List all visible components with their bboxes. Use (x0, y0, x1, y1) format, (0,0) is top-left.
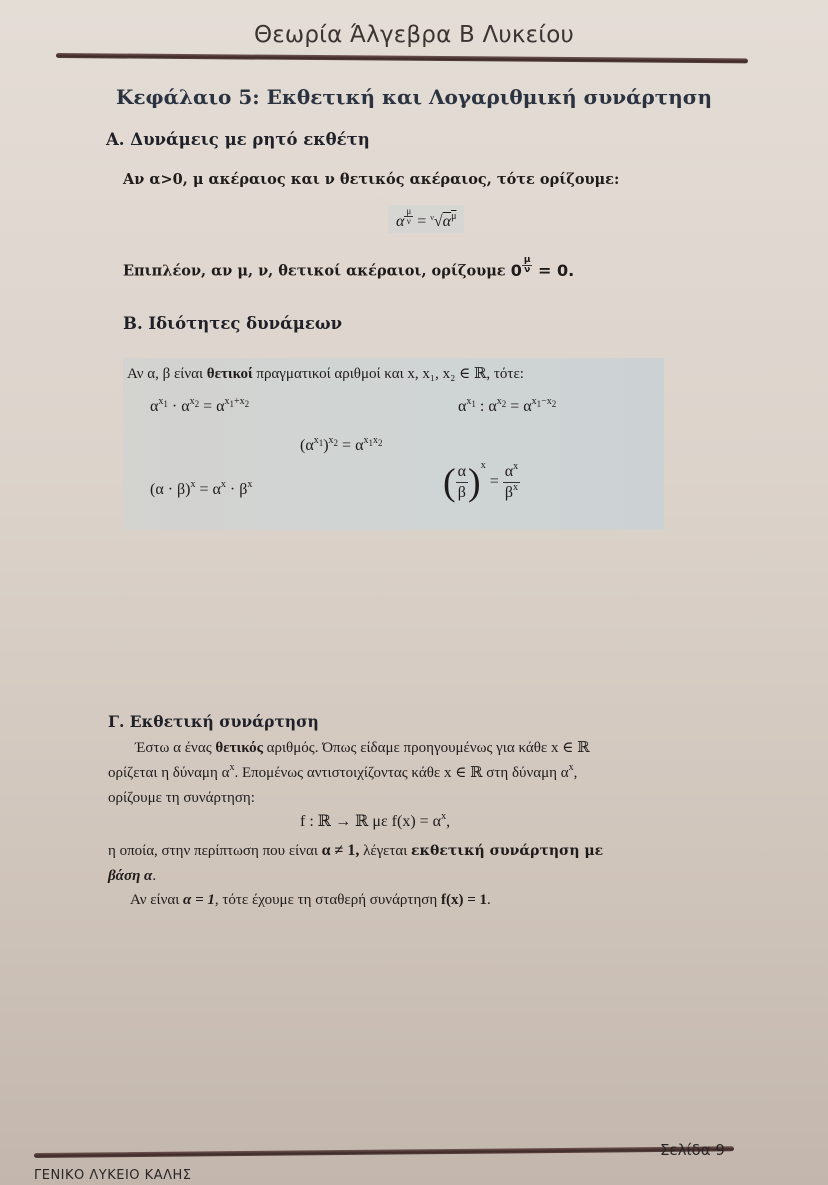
p5-end: . (152, 868, 157, 884)
p1-bold: θετικός (215, 740, 263, 756)
p6-mid: , τότε έχουμε τη σταθερή συνάρτηση (214, 892, 438, 908)
section-a-extra (123, 256, 574, 284)
section-c-line-6 (130, 888, 491, 912)
extra-text: Επιπλέον, αν μ, ν, θετικοί ακέραιοι, ορίζουμε (123, 262, 506, 280)
p6-pre: Αν είναι (130, 892, 180, 908)
section-b-intro (127, 362, 524, 386)
exp-numerator: μ (406, 206, 412, 216)
p6-bold2: f(x) = 1 (440, 892, 488, 908)
zero-rhs: = 0. (538, 260, 575, 280)
p4-bold-term: εκθετική συνάρτηση με (411, 843, 604, 859)
intro-bold: θετικοί (206, 366, 253, 382)
p2: ορίζεται η δύναμη α (108, 765, 230, 781)
zero-base: 0 (510, 260, 522, 280)
section-c-line-3: ορίζουμε τη συνάρτηση: (108, 790, 255, 806)
section-c-line-1 (135, 736, 590, 760)
footer-page-number: Σελίδα 9 (660, 1141, 725, 1159)
radicand-exponent: μ (451, 210, 457, 222)
p5-bold: βάση α (108, 868, 153, 884)
rational-exponent-formula (388, 205, 464, 233)
document-header-title: Θεωρία Άλγεβρα Β Λυκείου (253, 22, 575, 48)
section-b-heading: Β. Ιδιότητες δυνάμεων (123, 314, 343, 333)
p2-sup-2: x (568, 762, 574, 773)
zero-exp-denominator: ν (524, 265, 531, 275)
footer-school-name: ΓΕΝΙΚΟ ΛΥΚΕΙΟ ΚΑΛΗΣ (34, 1168, 192, 1183)
definition-sup: x (441, 811, 447, 822)
exponential-definition (300, 811, 450, 831)
chapter-title: Κεφάλαιο 5: Εκθετική και Λογαριθμική συνάρτηση (115, 85, 713, 109)
section-c-line-4 (108, 839, 603, 863)
p4-mid: λέγεται (363, 843, 408, 859)
property-product-power: $(\alpha \cdot \beta)^x = \alpha^x \cdot \beta^x$ (150, 479, 253, 498)
intro-post: πραγματικοί αριθμοί και x, x₁, x₂ ∈ ℝ, τότε: (256, 366, 524, 382)
intro-pre: Αν α, β είναι (127, 366, 204, 382)
definition-text: f : ℝ → ℝ με f(x) = α (300, 813, 442, 830)
p2-end: , (573, 765, 578, 781)
p2-mid: . Επομένως αντιστοιχίζοντας κάθε x ∈ ℝ στη δύναμη α (234, 765, 569, 781)
definition-end: , (446, 813, 451, 830)
zero-power-formula (510, 255, 575, 280)
p4-pre: η οποία, στην περίπτωση που είναι (108, 843, 318, 859)
p1-post: αριθμός. Όπως είδαμε προηγουμένως για κάθε x ∈ ℝ (266, 740, 590, 756)
p6-bold1: α = 1 (183, 892, 215, 908)
p2-sup: x (229, 762, 235, 773)
property-quotient-power: ( $\frac{\alpha}{\beta}$ )$^x$ = $\frac{\alpha^x}{\beta^x}$ (443, 460, 519, 504)
property-product: $\alpha^{x_1} \cdot \alpha^{x_2} = \alpha^{x_1+x_2}$ (150, 396, 250, 415)
p1-pre: Έστω α ένας (135, 740, 212, 756)
p4-bold-cond: α ≠ 1, (321, 842, 360, 859)
p6-end: . (487, 892, 491, 908)
footer-rule (34, 1146, 734, 1158)
formula-base: α (396, 212, 405, 230)
section-c-heading: Γ. Εκθετική συνάρτηση (108, 712, 319, 731)
section-c-line-5 (108, 864, 156, 888)
section-a-intro: Αν α>0, μ ακέραιος και ν θετικός ακέραιος, τότε ορίζουμε: (123, 171, 620, 188)
exp-denominator: ν (406, 216, 411, 226)
section-c-line-2 (108, 761, 577, 785)
zero-exp-numerator: μ (523, 255, 531, 265)
radical-sign-icon: √ (433, 212, 443, 230)
root-index: ν (430, 212, 434, 222)
property-quotient: $\alpha^{x_1}$ : $\alpha^{x_2} = \alpha^{x_1-x_2}$ (458, 396, 557, 415)
header-rule (56, 53, 748, 63)
property-power: $(\alpha^{x_1})^{x_2} = \alpha^{x_1x_2}$ (300, 435, 383, 454)
equals-sign: = (417, 212, 427, 230)
section-a-heading: Α. Δυνάμεις με ρητό εκθέτη (106, 130, 370, 149)
radicand: α (442, 212, 452, 230)
